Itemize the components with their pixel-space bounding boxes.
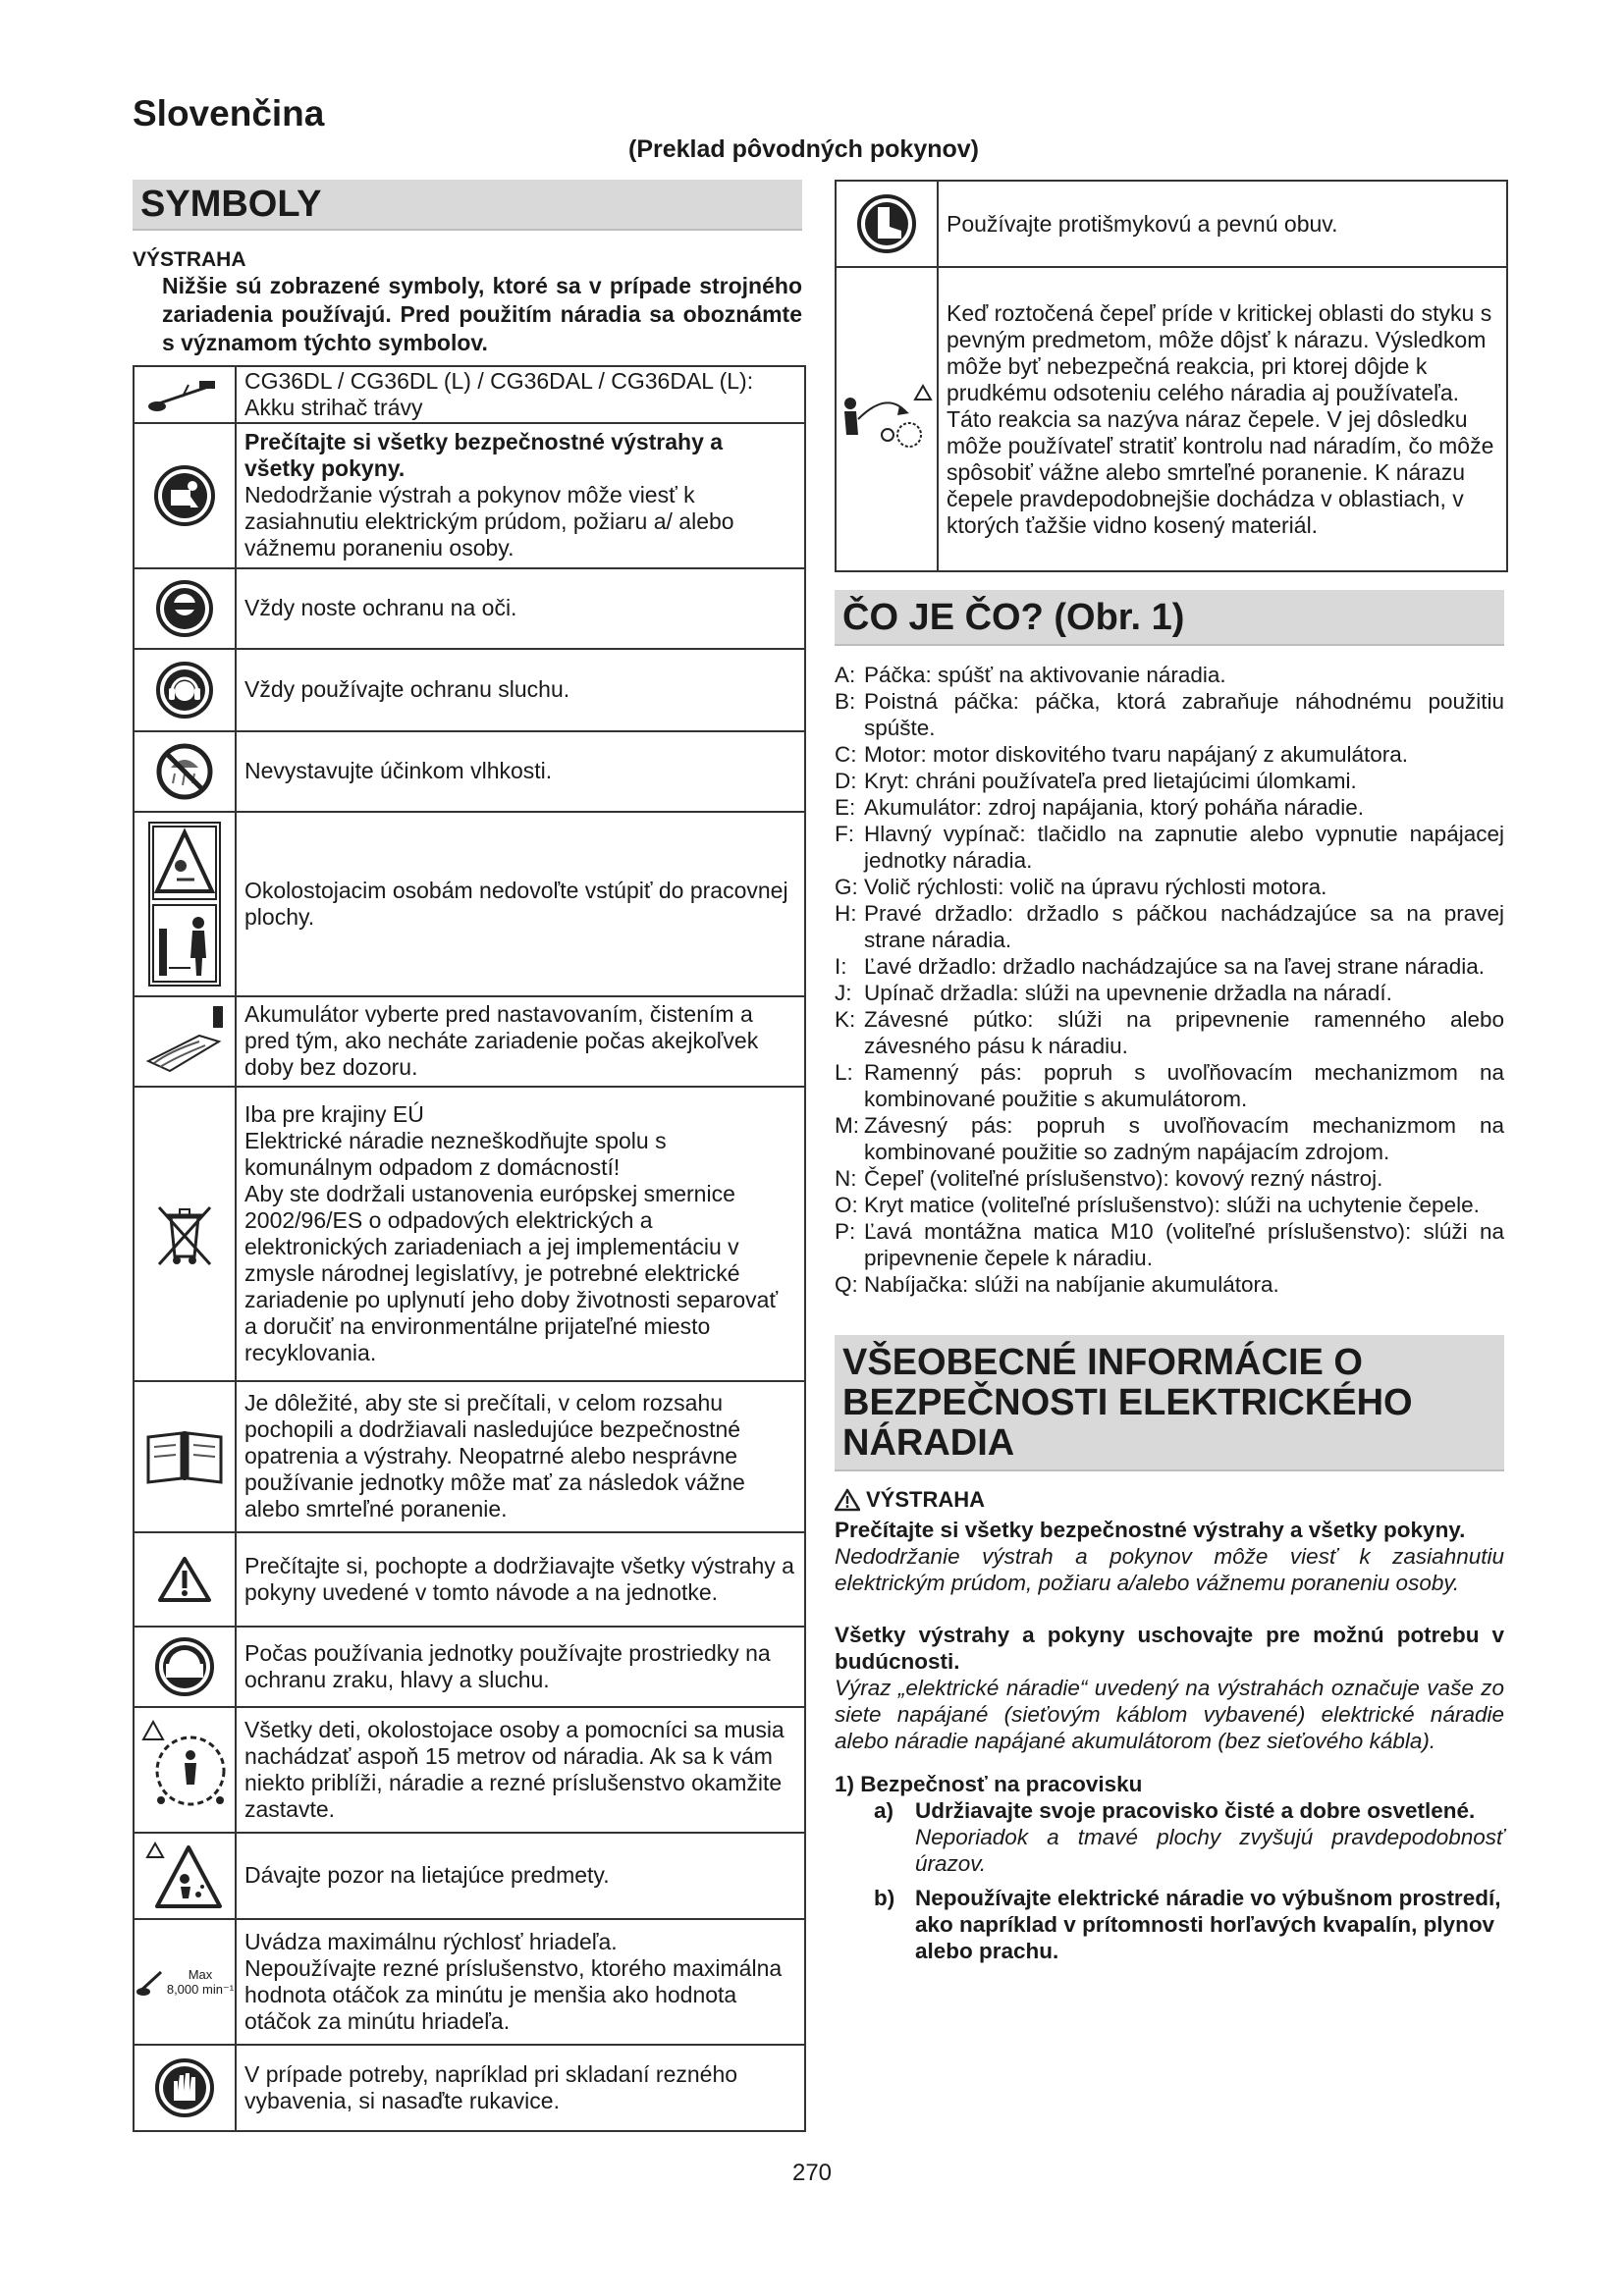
list-item: A: Páčka: spúšť na aktivovanie náradia. <box>835 663 1226 688</box>
symbol-text: Uvádza maximálnu rýchlosť hriadeľa. <box>244 1928 618 1954</box>
symbol-text: V prípade potreby, napríklad pri skladaní rezného vybavenia, si nasaďte rukavice. <box>244 2060 738 2113</box>
symbol-row <box>135 424 804 569</box>
list-item: B: Poistná páčka: páčka, ktorá zabraňuje náhodnému použitiu spúšte. <box>835 689 1504 741</box>
right-symbols-table <box>835 180 1508 572</box>
list-item: I: Ľavé držadlo: držadlo nachádzajúce sa na ľavej strane náradia. <box>835 954 1485 980</box>
sub-item-a-bold: Udržiavajte svoje pracovisko čisté a dobre osvetlené. <box>915 1798 1476 1824</box>
sub-item-a: a) Udržiavajte svoje pracovisko čisté a dobre osvetlené. Neporiadok a tmavé plochy zvyšujú pravdepodobnosť úrazov. <box>874 1798 1504 1877</box>
symbols-heading: SYMBOLY <box>133 180 802 231</box>
symbol-text: Je dôležité, aby ste si prečítali, v celom rozsahu pochopili a dodržiavali nasledujúce bezpečnostné opatrenia a výstrahy. Neopatrné alebo nesprávne používanie jednotky môže mať za následok vážne alebo smrteľné poranenie. <box>244 1390 745 1522</box>
list-item: D: Kryt: chráni používateľa pred lietajúcimi úlomkami. <box>835 769 1357 794</box>
symbol-row <box>135 1834 804 1920</box>
list-item: F: Hlavný vypínač: tlačidlo na zapnutie alebo vypnutie napájacej jednotky náradia. <box>835 822 1504 874</box>
symbols-warning-label: VÝSTRAHA <box>133 247 246 271</box>
symbol-text: Dávajte pozor na lietajúce predmety. <box>244 1862 610 1889</box>
flying-objects-icon <box>135 1834 237 1918</box>
gloves-icon <box>135 2046 237 2130</box>
list-item: L: Ramenný pás: popruh s uvoľňovacím mechanizmom na kombinované použitie s akumulátorom. <box>835 1060 1504 1112</box>
bystander-distance-icon <box>135 813 237 995</box>
symbol-text: Aby ste dodržali ustanovenia európskej smernice 2002/96/ES o odpadových elektrických a elektronických zariadeniach a jej implementáciu v zmysle národnej legislatívy, je potrebné elektrické zariadenie po uplynutí jeho doby životnosti separovať a doručiť na environmentálne prijateľné miesto recyklovania. <box>244 1180 779 1365</box>
symbol-text: Vždy používajte ochranu sluchu. <box>244 676 570 703</box>
general-italic-2: Výraz „elektrické náradie“ uvedený na výstrahách označuje vaše zo siete napájané (sieťovým káblom vybavené) elektrické náradie alebo náradie napájané akumulátorom (bez sieťového kábla). <box>835 1676 1504 1754</box>
symbol-text: Nevystavujte účinkom vlhkosti. <box>244 758 553 784</box>
symbol-row <box>135 569 804 650</box>
symbol-text: Nedodržanie výstrah a pokynov môže viesť k zasiahnutiu elektrickým prúdom, požiaru a/ alebo vážnemu poraneniu osoby. <box>244 482 734 561</box>
symbol-row <box>135 997 804 1088</box>
warning-triangle-icon <box>835 1488 860 1512</box>
symbol-row <box>135 1628 804 1708</box>
symbol-text: Okolostojacim osobám nedovoľte vstúpiť do pracovnej plochy. <box>244 877 788 930</box>
symbol-row <box>135 1382 804 1533</box>
list-item: N: Čepeľ (voliteľné príslušenstvo): kovový rezný nástroj. <box>835 1166 1383 1192</box>
symbol-row <box>135 650 804 732</box>
sub-item-b-bold: Nepoužívajte elektrické náradie vo výbušnom prostredí, ako napríklad v prítomnosti horľavých kvapalín, plynov alebo prachu. <box>915 1886 1501 1964</box>
general-warning <box>835 1487 1504 1513</box>
list-item: G: Volič rýchlosti: volič na úpravu rýchlosti motora. <box>835 875 1327 900</box>
left-column <box>133 180 802 2132</box>
weee-bin-icon <box>135 1088 237 1380</box>
symbol-text: Používajte protišmykovú a pevnú obuv. <box>947 210 1338 237</box>
section-1-title: 1) Bezpečnosť na pracovisku <box>835 1772 1143 1797</box>
symbol-text-bold: Prečítajte si všetky bezpečnostné výstrahy a všetky pokyny. <box>244 429 724 482</box>
list-item: E: Akumulátor: zdroj napájania, ktorý poháňa náradie. <box>835 795 1365 821</box>
general-bold-1: Prečítajte si všetky bezpečnostné výstrahy a všetky pokyny. <box>835 1518 1466 1543</box>
symbols-table <box>133 365 806 2132</box>
open-book-icon <box>135 1382 237 1531</box>
list-item: O: Kryt matice (voliteľné príslušenstvo): slúži na uchytenie čepele. <box>835 1193 1480 1218</box>
symbol-text: CG36DL / CG36DL (L) / CG36DAL / CG36DAL (L): <box>244 367 754 394</box>
remove-battery-icon <box>135 997 237 1086</box>
list-item: P: Ľavá montážna matica M10 (voliteľné príslušenstvo): slúži na pripevnenie čepele k náradiu. <box>835 1219 1504 1271</box>
list-item: J: Upínač držadla: slúži na upevnenie držadla na náradí. <box>835 981 1392 1006</box>
symbol-text: Vždy noste ochranu na oči. <box>244 595 517 621</box>
symbol-row <box>135 1708 804 1834</box>
symbol-text: Iba pre krajiny EÚ <box>244 1100 424 1127</box>
symbol-text: Akumulátor vyberte pred nastavovaním, čistením a pred tým, ako necháte zariadenie počas akejkoľvek doby bez dozoru. <box>244 1001 759 1081</box>
symbol-text: Všetky deti, okolostojace osoby a pomocníci sa musia nachádzať aspoň 15 metrov od náradia. Ak sa k vám niekto priblíži, náradie a rezné príslušenstvo okamžite zastavte. <box>244 1716 785 1822</box>
symbols-warning-text: Nižšie sú zobrazené symboly, ktoré sa v prípade strojného zariadenia používajú. Pred použitím náradia sa oboznámte s významom týchto symbolov. <box>162 272 802 355</box>
page-number: 270 <box>791 2160 833 2186</box>
symbol-row <box>135 1920 804 2046</box>
no-rain-icon <box>135 732 237 811</box>
symbol-row <box>837 182 1506 268</box>
page-subtitle: (Preklad pôvodných pokynov) <box>628 135 980 163</box>
max-speed-icon <box>135 1920 237 2044</box>
symbol-row <box>135 1533 804 1628</box>
list-item: K: Závesné pútko: slúži na pripevnenie ramenného alebo závesného pásu k náradiu. <box>835 1007 1504 1059</box>
symbol-row <box>135 732 804 813</box>
symbol-row <box>135 1088 804 1382</box>
symbol-text: Keď roztočená čepeľ príde v kritickej oblasti do styku s pevným predmetom, môže dôjsť k nárazu. Výsledkom môže byť nebezpečná reakcia, pri ktorej dôjde k prudkému odsoteniu celého náradia aj používateľa. Táto reakcia sa nazýva náraz čepele. V jej dôsledku môže používateľ stratiť kontrolu nad náradím, čo môže spôsobiť vážne alebo smrteľné poranenie. K nárazu čepele pravdepodobnejšie dochádza v oblastiach, v ktorých ťažšie vidno kosený materiál. <box>947 299 1494 538</box>
symbol-text: Akku strihač trávy <box>244 394 423 420</box>
parts-list <box>835 662 1504 1298</box>
general-bold-2: Všetky výstrahy a pokyny uschovajte pre možnú potrebu v budúcnosti. <box>835 1623 1504 1675</box>
symbol-row <box>135 2046 804 2130</box>
sub-item-a-italic: Neporiadok a tmavé plochy zvyšujú pravdepodobnosť úrazov. <box>915 1825 1504 1877</box>
symbol-text: Elektrické náradie nezneškodňujte spolu s komunálnym odpadom z domácností! <box>244 1127 667 1180</box>
language-title: Slovenčina <box>133 93 325 133</box>
list-item: Q: Nabíjačka: slúži na nabíjanie akumulátora. <box>835 1272 1279 1298</box>
symbol-text: Počas používania jednotky používajte prostriedky na ochranu zraku, hlavy a sluchu. <box>244 1639 771 1692</box>
warning-triangle-icon <box>135 1533 237 1626</box>
list-item: M: Závesný pás: popruh s uvoľňovacím mechanizmom na kombinované použitie so zadným napájacím zdrojom. <box>835 1113 1504 1165</box>
symbol-row <box>135 813 804 997</box>
symbol-text: Nepoužívajte rezné príslušenstvo, ktorého maximálna hodnota otáčok za minútu je menšia ako hodnota otáčok za minútu hriadeľa. <box>244 1954 783 2034</box>
face-head-ear-protection-icon <box>135 1628 237 1706</box>
sub-item-b: b) Nepoužívajte elektrické náradie vo výbušnom prostredí, ako napríklad v prítomnosti horľavých kvapalín, plynov alebo prachu. <box>874 1885 1504 1964</box>
kickback-icon <box>837 268 939 570</box>
eye-protection-icon <box>135 569 237 648</box>
max-speed-value: 8,000 min⁻¹ <box>166 1981 235 1997</box>
read-manual-icon <box>135 424 237 567</box>
trimmer-icon <box>135 367 237 422</box>
list-item: H: Pravé držadlo: držadlo s páčkou nachádzajúce sa na pravej strane náradia. <box>835 901 1504 953</box>
symbol-row <box>837 268 1506 570</box>
symbol-row <box>135 367 804 424</box>
keep-15m-icon <box>135 1708 237 1832</box>
max-speed-label: Max <box>188 1966 213 1982</box>
general-warning-label: VÝSTRAHA <box>866 1487 986 1513</box>
boots-icon <box>837 182 939 266</box>
list-item: C: Motor: motor diskovitého tvaru napájaný z akumulátora. <box>835 742 1409 768</box>
what-is-heading: ČO JE ČO? (Obr. 1) <box>835 590 1504 646</box>
symbol-text: Prečítajte si, pochopte a dodržiavajte všetky výstrahy a pokyny uvedené v tomto návode a na jednotke. <box>244 1552 794 1605</box>
general-safety-heading: VŠEOBECNÉ INFORMÁCIE O BEZPEČNOSTI ELEKTRICKÉHO NÁRADIA <box>835 1335 1504 1471</box>
general-italic-1: Nedodržanie výstrah a pokynov môže viesť k zasiahnutiu elektrickým prúdom, požiaru a/alebo vážnemu poraneniu osoby. <box>835 1544 1504 1596</box>
right-column <box>835 180 1504 1964</box>
ear-protection-icon <box>135 650 237 730</box>
